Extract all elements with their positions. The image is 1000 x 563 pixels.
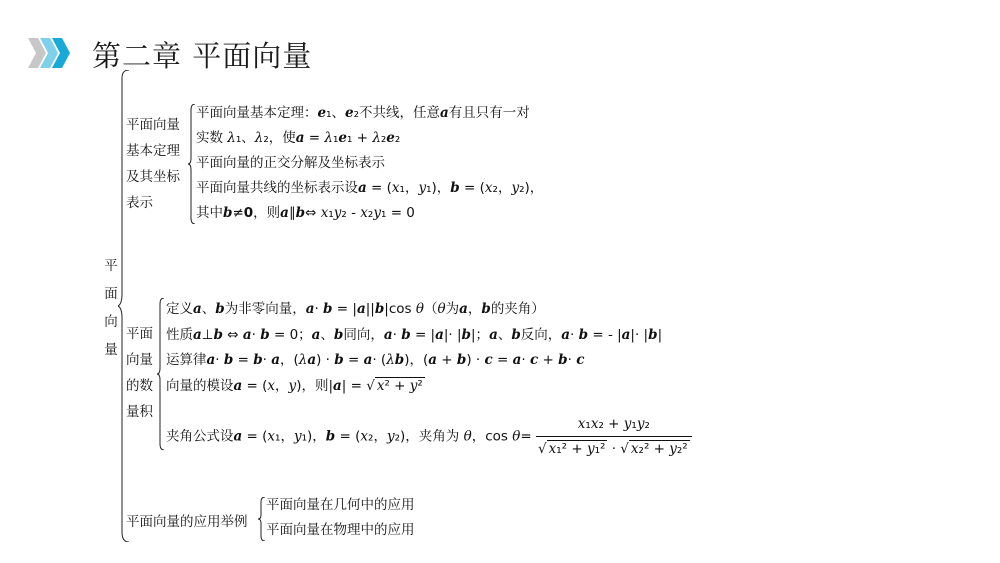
chevron-decoration-icon: [28, 38, 70, 68]
application-line-physics: 平面向量在物理中的应用: [266, 522, 415, 538]
section-label-basic-theorem: 平面向量基本定理及其坐标表示: [126, 117, 180, 211]
basic-theorem-line-1: 平面向量基本定理：e₁、e₂不共线，任意a有且只有一对: [196, 105, 530, 121]
dot-law-line: 运算律a· b = b· a，(λa) · b = a· (λb)，(a + b) · c = a· c + b· c: [166, 352, 585, 368]
page-title: 第二章 平面向量: [92, 39, 313, 73]
section-label-application: 平面向量的应用举例: [126, 514, 248, 530]
cos-fraction: $\frac{\text{x₁x₂ + y₁y₂}}{\text{√ x₁² + y₁² · √ x₂² + y₂²}}$: [536, 412, 692, 461]
basic-theorem-line-5: 其中b≠0，则a∥b⇔ x₁y₂ - x₂y₁ = 0: [196, 205, 415, 221]
basic-theorem-line-2: 实数 λ₁、λ₂，使a = λ₁e₁ + λ₂e₂: [196, 130, 401, 146]
basic-theorem-line-3: 平面向量的正交分解及坐标表示: [196, 155, 385, 171]
section-brace-application: [258, 497, 266, 541]
dot-property-line: 性质a⊥b ⇔ a· b = 0；a、b同向，a· b = |a|· |b|；a、b反向，a· b = - |a|· |b|: [166, 327, 663, 343]
root-label: 平面向量: [104, 258, 118, 358]
dot-modulus-line: 向量的模设a = (x，y)，则|a| = √ x² + y²: [166, 378, 423, 394]
dot-definition-line: 定义a、b为非零向量，a· b = |a||b|cos θ（θ为a，b的夹角）: [166, 301, 545, 317]
section-label-dot-product: 平面向量的数量积: [126, 326, 153, 420]
basic-theorem-line-4: 平面向量共线的坐标表示设a = (x₁，y₁)，b = (x₂，y₂)，: [196, 180, 544, 196]
application-line-geometry: 平面向量在几何中的应用: [266, 497, 415, 513]
dot-angle-line: 夹角公式设a = (x₁，y₁)，b = (x₂，y₂)，夹角为 θ，cos θ= $\frac{\text{x₁x₂ + y₁y₂}}{\text{√ x₁² + y₁² · √ x₂² + y₂²}}$: [166, 412, 692, 461]
section-brace-dot-product: [157, 298, 165, 450]
section-brace-basic-theorem: [188, 104, 196, 224]
